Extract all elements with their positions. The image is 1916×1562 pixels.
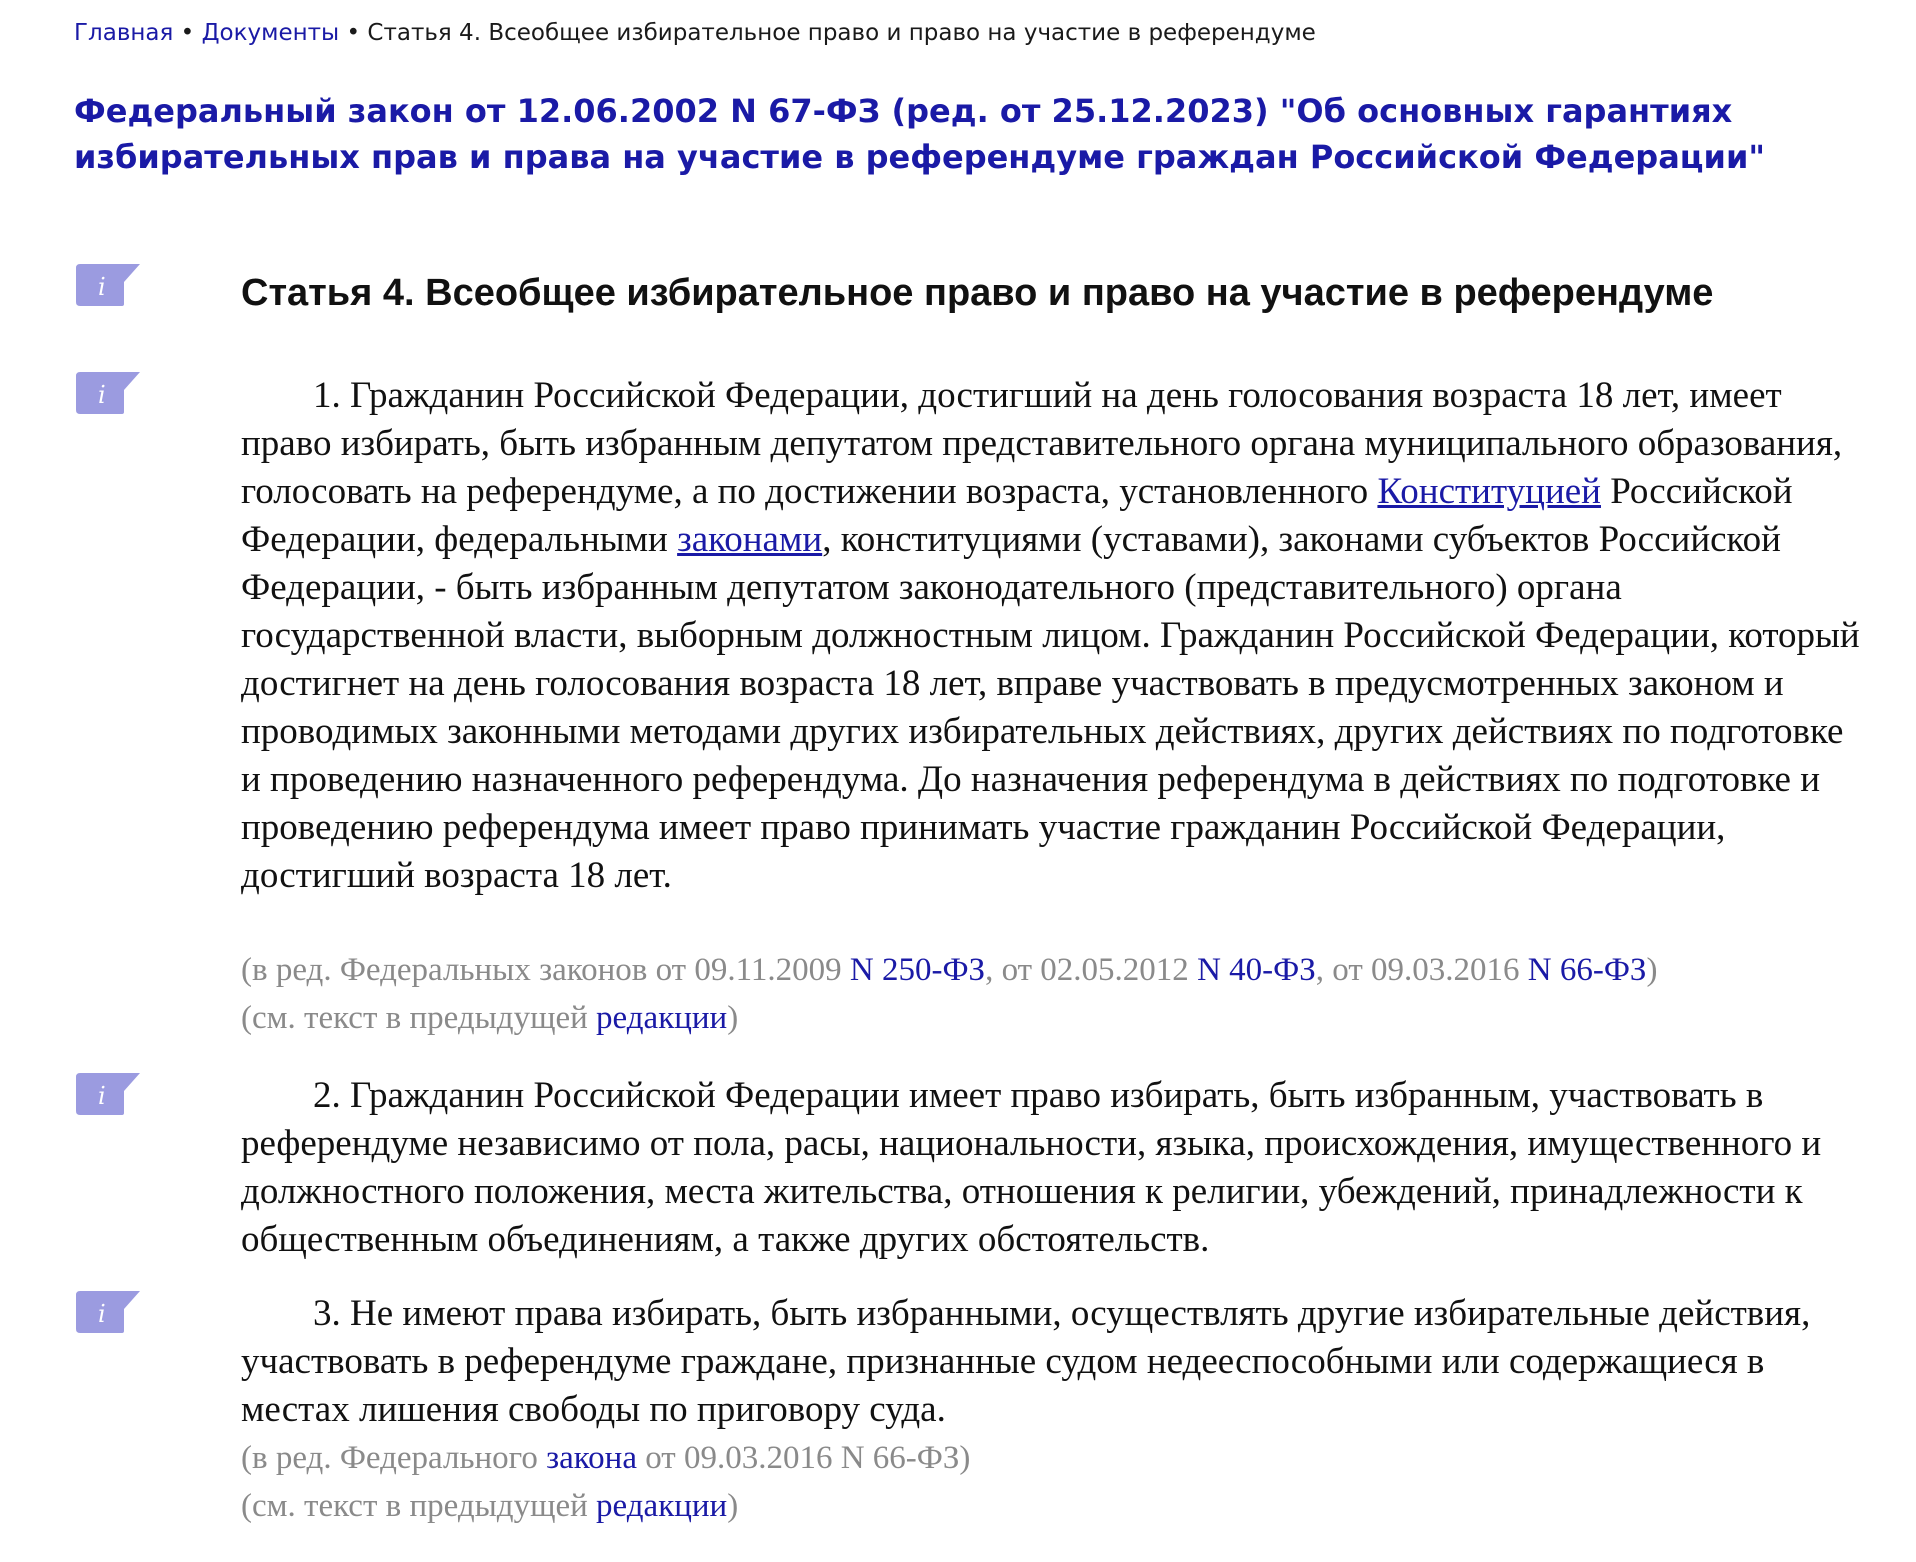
paragraph-text: , конституциями (уставами), законами субъектов Российской Федерации, - быть избранным депутатом законодательного (представительного) органа государственной власти, выборным должностным лицом. Гражданин Российской Федерации, который достигнет на день голосования возраста 18 лет, вправе участвовать в предусмотренных законом и проводимых законными методами других избирательных действиях, других действиях по подготовке и проведению назначенного референдума. До назначения референдума в действиях по подготовке и проведению референдума имеет право принимать участие гражданин Российской Федерации, достигший возраста 18 лет. [241, 519, 1860, 896]
note-text: (см. текст в предыдущей [241, 1000, 597, 1036]
amendment-note [241, 1434, 1871, 1482]
law-link[interactable]: закона [546, 1440, 637, 1476]
breadcrumb-separator: • [173, 20, 202, 46]
paragraph-text: Российской Федерации, федеральными [241, 471, 1793, 560]
document-title[interactable]: Федеральный закон от 12.06.2002 N 67-ФЗ (ред. от 25.12.2023) "Об основных гарантиях избирательных прав и права на участие в референдуме граждан Российской Федерации" [74, 92, 1766, 176]
breadcrumb-documents-link[interactable]: Документы [201, 20, 340, 46]
previous-edition-note [241, 994, 1871, 1042]
info-icon[interactable] [74, 370, 144, 416]
law-66-link[interactable]: N 66-ФЗ [1527, 952, 1647, 988]
previous-edition-note [241, 1482, 1871, 1530]
previous-edition-link[interactable]: редакции [596, 1488, 728, 1524]
breadcrumb-separator: • [339, 20, 368, 46]
article-heading: Статья 4. Всеобщее избирательное право и право на участие в референдуме [241, 272, 1714, 314]
svg-text:i: i [98, 1300, 106, 1328]
article-paragraph-2 [241, 1072, 1871, 1264]
paragraph-text: 3. Не имеют права избирать, быть избранными, осуществлять другие избирательные действия, участвовать в референдуме граждане, признанные судом недееспособными или содержащиеся в местах лишения свободы по приговору суда. [241, 1293, 1811, 1430]
svg-text:i: i [98, 1082, 106, 1110]
note-text: , от 02.05.2012 [985, 952, 1198, 988]
breadcrumb-home-link[interactable]: Главная [74, 20, 174, 46]
law-40-link[interactable]: N 40-ФЗ [1197, 952, 1316, 988]
svg-text:i: i [98, 381, 106, 409]
note-text: ) [727, 1000, 739, 1036]
note-text: (в ред. Федерального [241, 1440, 547, 1476]
constitution-link[interactable]: Конституцией [1377, 471, 1601, 512]
amendment-note [241, 946, 1871, 994]
info-icon[interactable] [74, 262, 144, 308]
info-icon[interactable] [74, 1071, 144, 1117]
note-text: (см. текст в предыдущей [241, 1488, 597, 1524]
article-paragraph-3 [241, 1290, 1871, 1434]
previous-edition-link[interactable]: редакции [596, 1000, 728, 1036]
note-text: от 09.03.2016 N 66-ФЗ) [636, 1440, 971, 1476]
note-text: ) [727, 1488, 739, 1524]
svg-text:i: i [98, 273, 106, 301]
info-icon[interactable] [74, 1289, 144, 1335]
note-text: ) [1646, 952, 1658, 988]
laws-link[interactable]: законами [677, 519, 823, 560]
note-text: (в ред. Федеральных законов от 09.11.2009 [241, 952, 850, 988]
law-250-link[interactable]: N 250-ФЗ [849, 952, 986, 988]
breadcrumb [74, 16, 1894, 50]
paragraph-text: 1. Гражданин Российской Федерации, достигший на день голосования возраста 18 лет, имеет право избирать, быть избранным депутатом представительного органа муниципального образования, голосовать на референдуме, а по достижении возраста, установленного [241, 375, 1843, 512]
breadcrumb-current: Статья 4. Всеобщее избирательное право и право на участие в референдуме [367, 20, 1316, 46]
paragraph-text: 2. Гражданин Российской Федерации имеет право избирать, быть избранным, участвовать в референдуме независимо от пола, расы, национальности, языка, происхождения, имущественного и должностного положения, места жительства, отношения к религии, убеждений, принадлежности к общественным объединениям, а также других обстоятельств. [241, 1075, 1822, 1260]
note-text: , от 09.03.2016 [1315, 952, 1528, 988]
article-paragraph-1 [241, 372, 1871, 900]
